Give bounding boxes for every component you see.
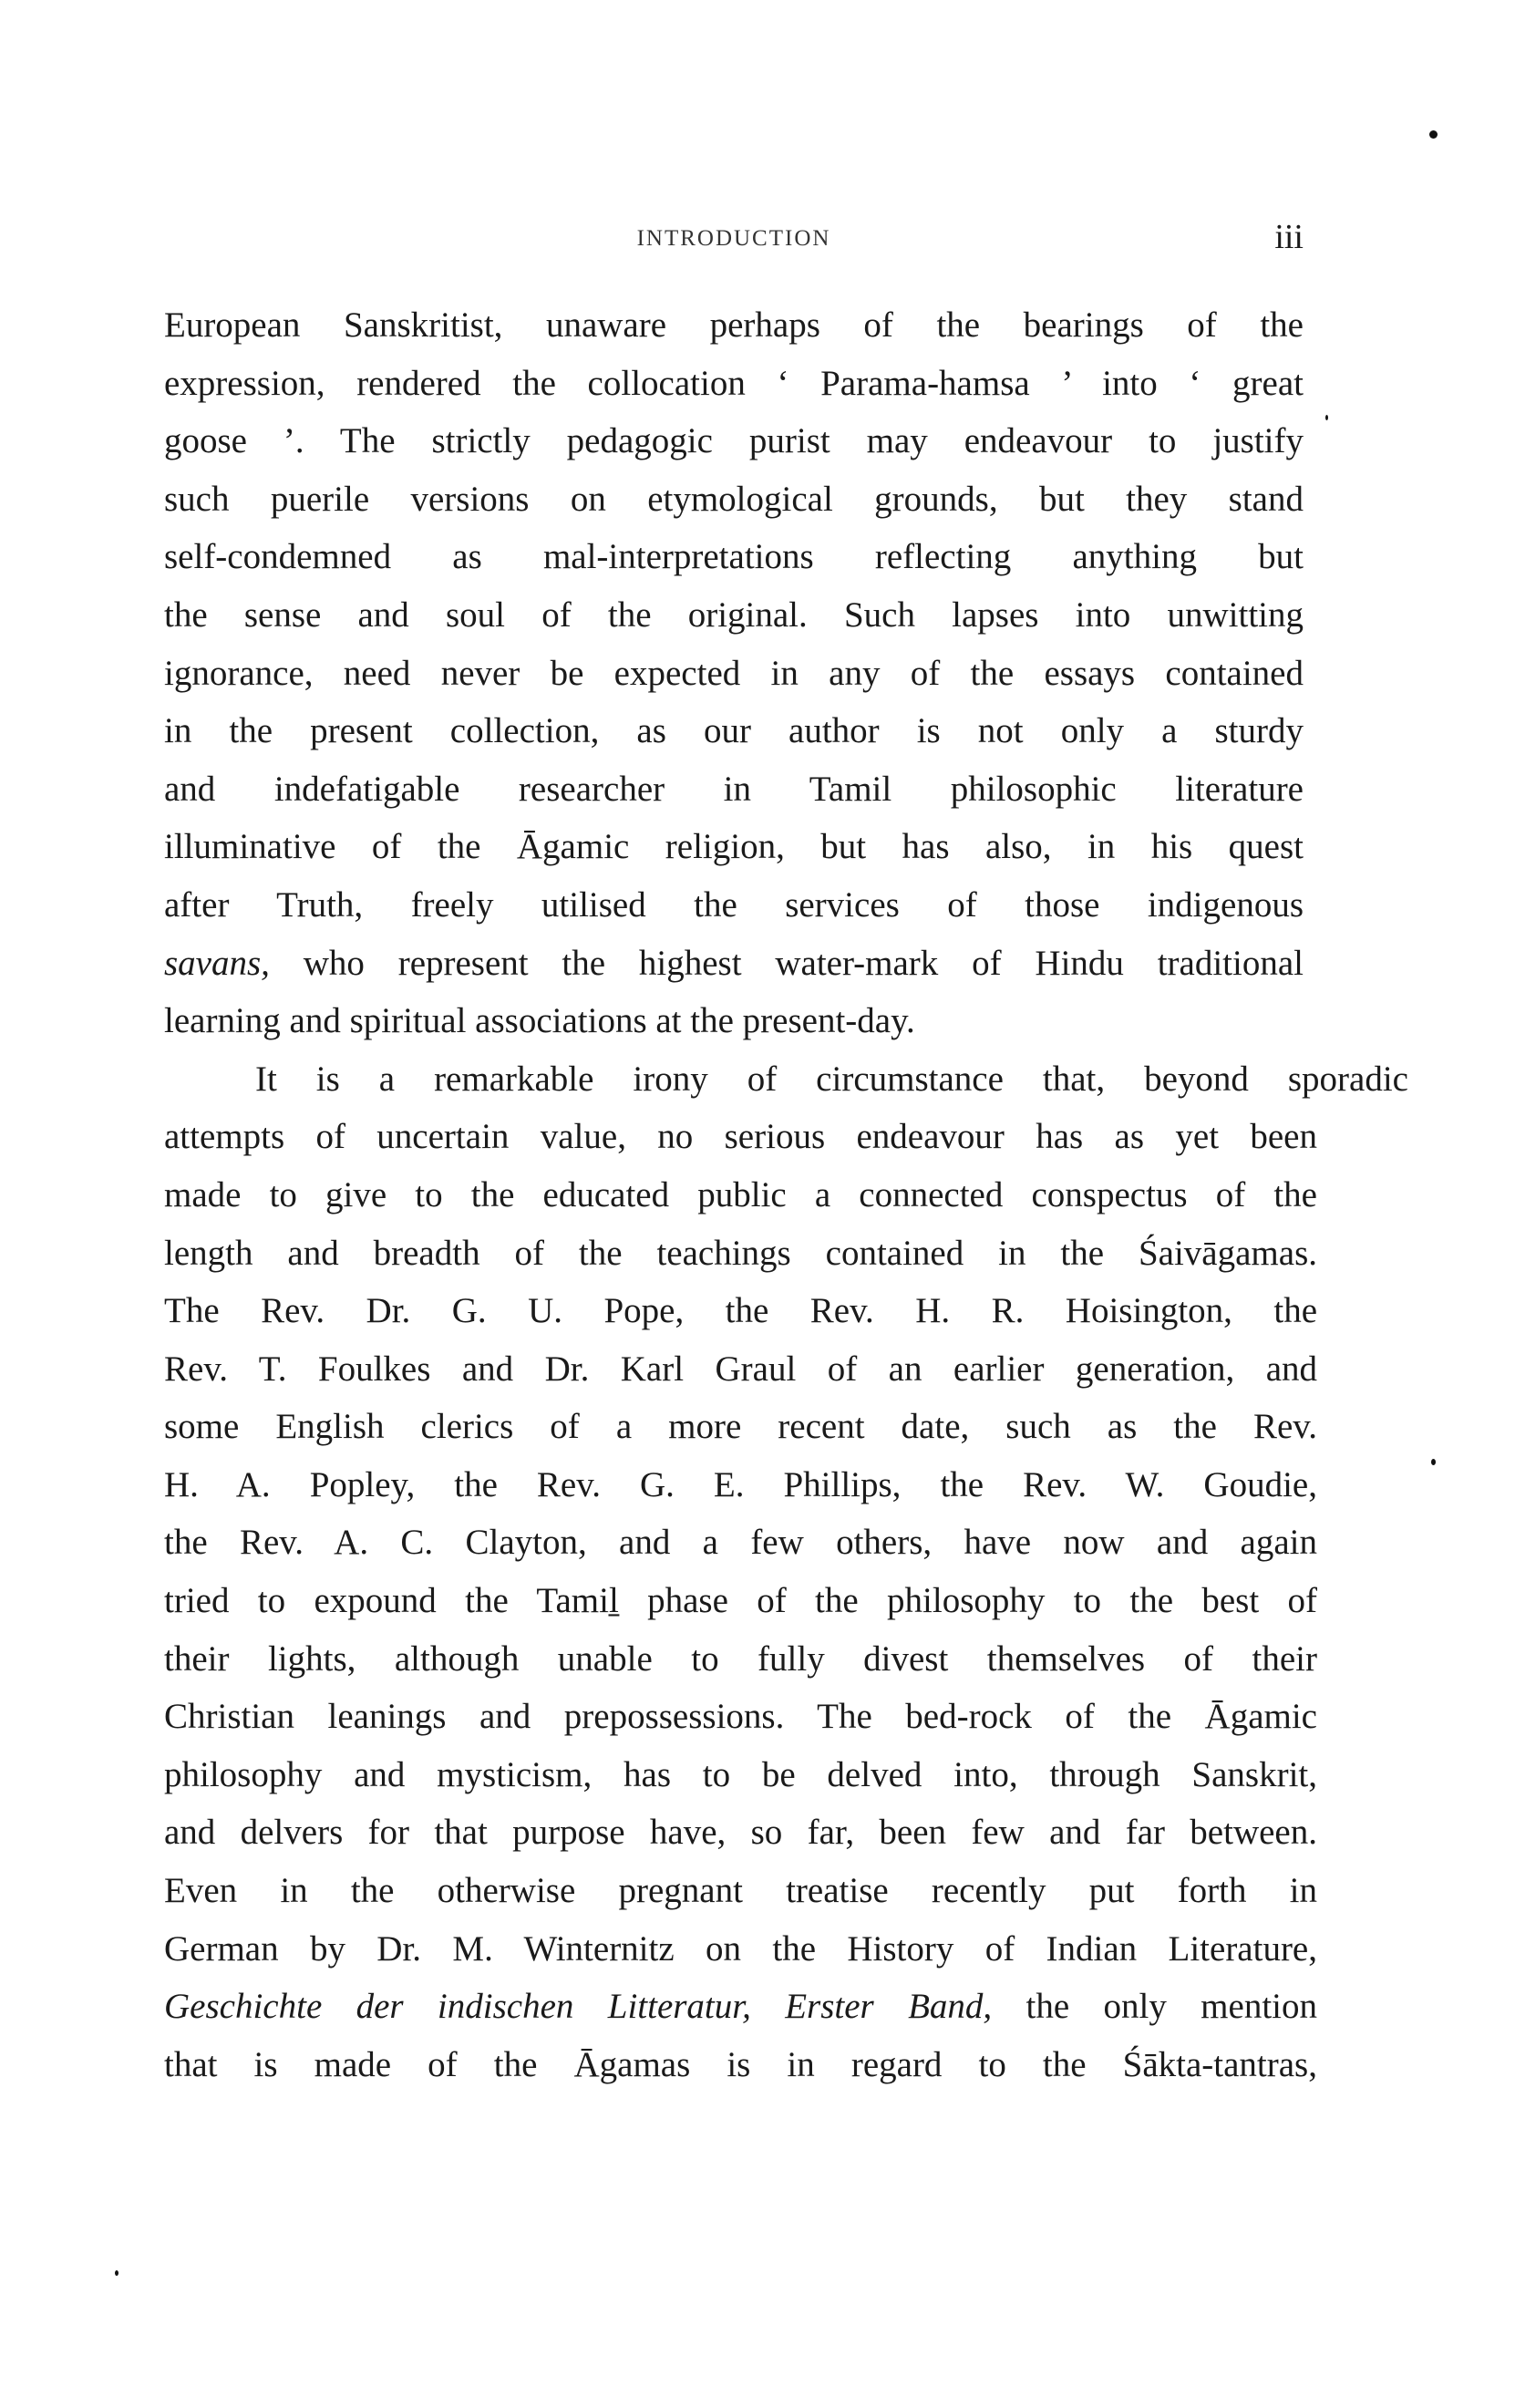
text-line bbox=[164, 818, 1304, 876]
italic-text: Geschichte der indischen Litteratur, Erster Band, bbox=[164, 1987, 993, 2027]
italic-text: savans, bbox=[164, 943, 270, 983]
text-line bbox=[164, 470, 1304, 529]
text-run: some English clerics of a more recent date, such as the Rev. bbox=[164, 1407, 1317, 1447]
text-run: and delvers for that purpose have, so far, been few and far between. bbox=[164, 1813, 1317, 1853]
scan-speck bbox=[1325, 415, 1328, 420]
text-line bbox=[164, 1688, 1317, 1746]
text-line bbox=[164, 1225, 1317, 1283]
text-run: European Sanskritist, unaware perhaps of the bearings of the bbox=[164, 305, 1304, 345]
text-line bbox=[164, 935, 1304, 993]
text-run: that is made of the Āgamas is in regard to the Śākta-tantras, bbox=[164, 2044, 1317, 2084]
text-run: learning and spiritual associations at the present-day. bbox=[164, 1001, 915, 1041]
text-line bbox=[164, 1862, 1317, 1920]
paragraph bbox=[164, 1050, 1408, 2094]
text-run: Rev. T. Foulkes and Dr. Karl Graul of an earlier generation, and bbox=[164, 1349, 1317, 1389]
text-line bbox=[164, 1398, 1317, 1456]
text-run: ignorance, need never be expected in any of the essays contained bbox=[164, 653, 1304, 693]
text-line bbox=[164, 1166, 1317, 1225]
text-run: German by Dr. M. Winternitz on the History of Indian Literature, bbox=[164, 1928, 1317, 1969]
text-run: their lights, although unable to fully divest themselves of their bbox=[164, 1638, 1317, 1679]
text-line bbox=[164, 1050, 1408, 1109]
scan-speck bbox=[115, 2270, 119, 2276]
text-line bbox=[164, 2036, 1317, 2094]
text-line bbox=[164, 702, 1304, 760]
text-run: length and breadth of the teachings contained in the Śaivāgamas. bbox=[164, 1233, 1317, 1273]
text-line bbox=[164, 1978, 1317, 2036]
text-run: after Truth, freely utilised the services of those indigenous bbox=[164, 884, 1304, 925]
text-line bbox=[164, 876, 1304, 935]
text-run: The Rev. Dr. G. U. Pope, the Rev. H. R. Hoisington, the bbox=[164, 1291, 1317, 1331]
text-run: self-condemned as mal-interpretations reflecting anything but bbox=[164, 537, 1304, 577]
text-run: Even in the otherwise pregnant treatise recently put forth in bbox=[164, 1871, 1317, 1911]
text-run: the sense and soul of the original. Such lapses into unwitting bbox=[164, 594, 1304, 635]
text-line bbox=[164, 296, 1304, 355]
scan-speck bbox=[1431, 1459, 1436, 1465]
text-run: philosophy and mysticism, has to be delved into, through Sanskrit, bbox=[164, 1754, 1317, 1794]
text-run: the only mention bbox=[992, 1987, 1317, 2027]
text-run: such puerile versions on etymological grounds, but they stand bbox=[164, 479, 1304, 519]
text-line bbox=[164, 1920, 1317, 1979]
text-line bbox=[164, 1572, 1317, 1630]
text-line bbox=[164, 992, 1304, 1050]
text-line bbox=[164, 528, 1304, 586]
running-head: INTRODUCTION bbox=[636, 226, 831, 251]
text-line bbox=[164, 1514, 1317, 1572]
text-run: the Rev. A. C. Clayton, and a few others, have now and again bbox=[164, 1523, 1317, 1563]
text-run: expression, rendered the collocation ‘ Parama-hamsa ’ into ‘ great bbox=[164, 363, 1304, 403]
text-run: in the present collection, as our author is not only a sturdy bbox=[164, 711, 1304, 751]
text-line bbox=[164, 1803, 1317, 1862]
text-line bbox=[164, 355, 1304, 413]
text-run: attempts of uncertain value, no serious endeavour has as yet been bbox=[164, 1117, 1317, 1157]
text-line bbox=[164, 586, 1304, 645]
page-header bbox=[164, 217, 1304, 263]
text-run: goose ’. The strictly pedagogic purist may endeavour to justify bbox=[164, 421, 1304, 461]
text-run: who represent the highest water-mark of Hindu traditional bbox=[269, 943, 1304, 983]
text-line bbox=[164, 1746, 1317, 1804]
text-line bbox=[164, 1282, 1317, 1340]
scan-speck bbox=[1429, 130, 1438, 139]
page-body bbox=[164, 296, 1408, 2093]
text-run: It is a remarkable irony of circumstance that, beyond sporadic bbox=[255, 1059, 1408, 1099]
page-number: iii bbox=[1274, 218, 1304, 256]
text-line bbox=[164, 412, 1304, 470]
text-run: H. A. Popley, the Rev. G. E. Phillips, the Rev. W. Goudie, bbox=[164, 1464, 1317, 1504]
text-run: illuminative of the Āgamic religion, but has also, in his quest bbox=[164, 827, 1304, 867]
text-run: and indefatigable researcher in Tamil philosophic literature bbox=[164, 769, 1304, 809]
text-line bbox=[164, 1340, 1317, 1399]
text-run: Christian leanings and prepossessions. The bed-rock of the Āgamic bbox=[164, 1697, 1317, 1737]
text-line bbox=[164, 1630, 1317, 1689]
text-line bbox=[164, 645, 1304, 703]
text-run: made to give to the educated public a connected conspectus of the bbox=[164, 1174, 1317, 1214]
text-run: tried to expound the Tamiḻ phase of the philosophy to the best of bbox=[164, 1581, 1317, 1621]
paragraph bbox=[164, 296, 1304, 1050]
text-line bbox=[164, 1108, 1317, 1166]
text-line bbox=[164, 760, 1304, 819]
text-line bbox=[164, 1456, 1317, 1514]
